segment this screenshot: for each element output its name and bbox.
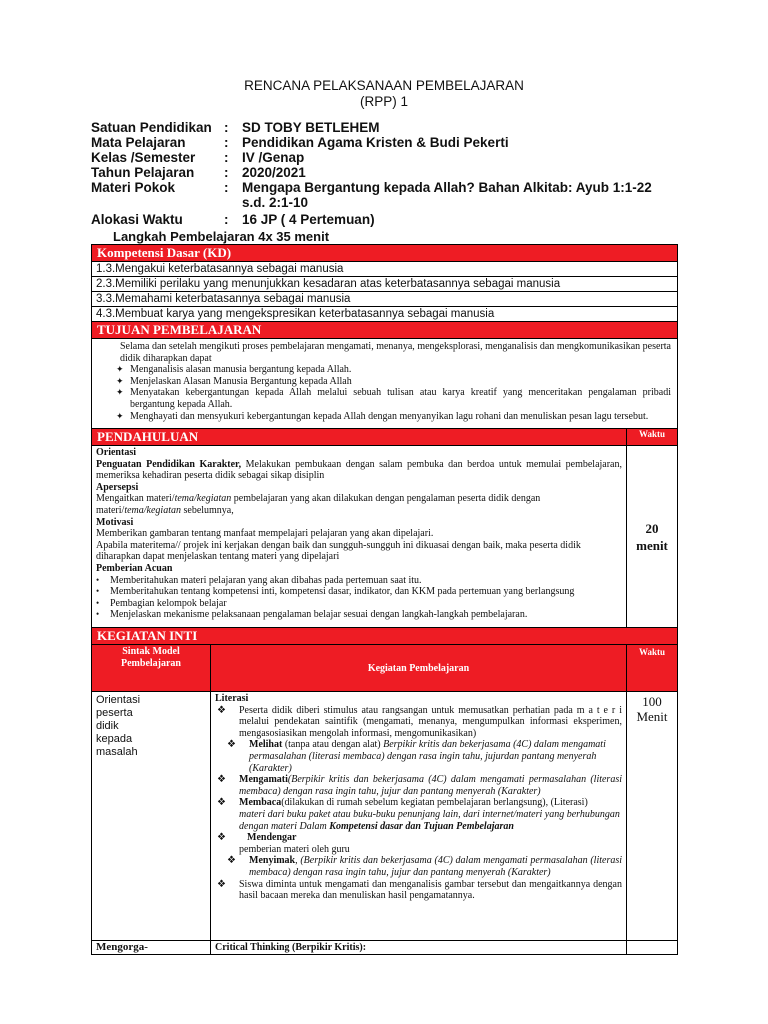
- activity-text: Peserta didik diberi stimulus atau rangsangan untuk memusatkan perhatian pada m a t e r i melalui pendekatan saintifik (mengamati, menanya, mengumpulkan informasi eksperimen, mengasosiasikan mengolah informasi, mengomunikasikan): [239, 704, 622, 739]
- apersepsi-heading: Apersepsi: [96, 481, 139, 493]
- meta-label: Tahun Pelajaran: [91, 165, 195, 180]
- inti-row-orientasi: [92, 692, 677, 941]
- star-bullet-icon: ✦: [116, 375, 124, 386]
- activity-text: ,: [295, 855, 301, 867]
- star-bullet-icon: ✦: [116, 410, 124, 421]
- tujuan-item: [116, 387, 671, 410]
- inti-time-cell: [627, 941, 677, 954]
- sintak-header: Sintak Model Pembelajaran: [92, 645, 211, 691]
- activity-bold: Membaca: [239, 797, 282, 809]
- activity-item: [215, 705, 622, 740]
- time-unit: menit: [636, 537, 668, 553]
- apersepsi-text: sebelumnya,: [180, 504, 234, 516]
- kd-item: 1.3.Mengakui keterbatasannya sebagai manusia: [92, 262, 677, 277]
- kd-header: Kompetensi Dasar (KD): [92, 245, 677, 262]
- meta-label: Materi Pokok: [91, 180, 176, 195]
- inti-column-headers: [92, 645, 677, 692]
- activity-item: [215, 797, 622, 809]
- time-value: 20: [645, 520, 659, 536]
- tujuan-item-text: Menyatakan kebergantungan kepada Allah melalui sebuah tulisan atau karya kreatif yang menceritakan pengalaman pribadi bergantung kepada Allah.: [130, 387, 671, 410]
- diamond-bullet-icon: ❖: [227, 739, 236, 751]
- acuan-item-text: Menjelaskan mekanisme pelaksanaan pengalaman belajar sesuai dengan langkah-langkah pembelajaran.: [110, 609, 528, 621]
- meta-value: 2020/2021: [242, 165, 306, 180]
- activity-italic: (Berpikir kritis dan bekerjasama (4C) dalam mengamati permasalahan (literasi membaca) dengan rasa ingin tahu, jujur dan pantang menyerah (Karakter): [249, 855, 623, 878]
- meta-colon: :: [224, 212, 229, 227]
- tujuan-item-text: Menghayati dan mensyukuri kebergantungan kepada Allah dengan menyanyikan lagu rohani dan menuliskan pesan lagu tersebut.: [130, 410, 649, 422]
- diamond-bullet-icon: ❖: [217, 797, 226, 809]
- penguatan-text: Melakukan pembukaan dengan salam pembuka dan berdoa untuk memulai pembelajaran, memeriksa kehadiran peserta didik sebagai sikap disiplin: [96, 458, 622, 482]
- apersepsi-italic: tema/kegiatan: [124, 504, 181, 516]
- literasi-heading: Literasi: [215, 693, 249, 704]
- inti-time-cell: [627, 692, 677, 940]
- meta-label: Satuan Pendidikan: [91, 120, 212, 135]
- meta-value-continued: s.d. 2:1-10: [242, 195, 309, 210]
- diamond-bullet-icon: ❖: [217, 774, 226, 786]
- meta-colon: :: [224, 150, 229, 165]
- activity-item: [215, 855, 622, 878]
- tujuan-item: [116, 411, 671, 423]
- pendahuluan-body: [92, 446, 677, 628]
- kegiatan-cell: Critical Thinking (Berpikir Kritis):: [211, 941, 627, 954]
- meta-label: Mata Pelajaran: [91, 135, 186, 150]
- pendahuluan-time: [627, 446, 677, 627]
- meta-colon: :: [224, 120, 229, 135]
- motivasi-text: Memberikan gambaran tentang manfaat mempelajari pelajaran yang akan dipelajari.: [96, 528, 434, 540]
- sintak-text: Orientasi peserta didik kepada masalah: [96, 694, 141, 758]
- tujuan-item: [116, 364, 671, 376]
- acuan-item: [96, 609, 622, 621]
- acuan-heading: Pemberian Acuan: [96, 562, 173, 574]
- penguatan-paragraph: [96, 459, 622, 482]
- kd-item: 2.3.Memiliki perilaku yang menunjukkan kesadaran atas keterbatasannya sebagai manusia: [92, 277, 677, 292]
- kegiatan-header: Kegiatan Pembelajaran: [211, 645, 627, 691]
- activity-item: [215, 739, 622, 774]
- acuan-item: [96, 575, 622, 587]
- diamond-bullet-icon: ❖: [217, 704, 226, 716]
- bullet-icon: •: [96, 609, 100, 620]
- diamond-bullet-icon: ❖: [217, 832, 226, 844]
- meta-label: Kelas /Semester: [91, 150, 196, 165]
- apersepsi-text: Mengaitkan materi/: [96, 493, 175, 505]
- sintak-cell: [92, 692, 211, 940]
- bullet-icon: •: [96, 574, 100, 585]
- pendahuluan-header: PENDAHULUAN: [92, 429, 627, 445]
- mendengar-detail: pemberian materi oleh guru: [239, 843, 350, 855]
- apersepsi-text: pembelajaran yang akan dilakukan dengan pengalaman peserta didik dengan materi/: [96, 493, 541, 516]
- inti-row-mengorganisasi: [92, 941, 677, 954]
- meta-colon: :: [224, 135, 229, 150]
- tujuan-item-text: Menjelaskan Alasan Manusia Bergantung kepada Allah: [130, 375, 352, 387]
- waktu-header: Waktu: [638, 429, 665, 439]
- kegiatan-cell: [211, 692, 627, 940]
- time-unit: Menit: [636, 709, 668, 724]
- kd-item: 3.3.Memahami keterbatasannya sebagai manusia: [92, 292, 677, 307]
- meta-value: Pendidikan Agama Kristen & Budi Pekerti: [242, 135, 509, 150]
- time-value: 100: [642, 694, 662, 709]
- pendahuluan-content: [92, 446, 627, 627]
- meta-colon: :: [224, 165, 229, 180]
- activity-italic: Berpikir kritis dan bekerjasama (4C) dalam mengamati permasalahan (literasi membaca) dengan rasa ingin tahu, jujurdan pantang menyerah (Karakter): [249, 739, 606, 774]
- activity-italic: (Berpikir kritis dan bekerjasama (4C) dalam mengamati permasalahan (literasi membaca) dengan rasa ingin tahu, jujur dan pantang menyerah (Karakter): [239, 774, 622, 797]
- penguatan-bold: Penguatan Pendidikan Karakter,: [96, 458, 242, 470]
- activity-text: Siswa diminta untuk mengamati dan menganalisis gambar tersebut dan mengaitkannya dengan hasil bacaan mereka dan menuliskan hasil pengamatannya.: [239, 878, 622, 902]
- document-title: RENCANA PELAKSANAAN PEMBELAJARAN: [244, 78, 524, 93]
- activity-bold-italic: Kompetensi dasar dan Tujuan Pembelajaran: [329, 820, 514, 832]
- document-subtitle: (RPP) 1: [359, 94, 408, 109]
- pendahuluan-header-row: [92, 429, 677, 446]
- meta-value: SD TOBY BETLEHEM: [242, 120, 380, 135]
- kd-item: 4.3.Membuat karya yang mengekspresikan keterbatasannya sebagai manusia: [92, 307, 677, 322]
- activity-text: (dilakukan di rumah sebelum kegiatan pembelajaran berlangsung), (Literasi): [281, 797, 588, 809]
- acuan-item: [96, 586, 622, 598]
- tujuan-item: [116, 376, 671, 388]
- tujuan-intro: Selama dan setelah mengikuti proses pembelajaran mengamati, menanya, mengeksplorasi, menganalisis dan mengkomunikasikan peserta didik diharapkan dapat: [120, 341, 671, 364]
- inti-header: KEGIATAN INTI: [92, 628, 677, 645]
- activity-bold: Mengamati: [239, 774, 288, 786]
- acuan-item-text: Memberitahukan tentang kompetensi inti, kompetensi dasar, indikator, dan KKM pada pertemuan yang berlangsung: [110, 586, 575, 598]
- sintak-cell: Mengorga-: [92, 941, 211, 954]
- meta-value: IV /Genap: [242, 150, 305, 165]
- diamond-bullet-icon: ❖: [217, 878, 226, 890]
- acuan-item-text: Memberitahukan materi pelajaran yang akan dibahas pada pertemuan saat itu.: [110, 574, 422, 586]
- waktu-header: Waktu: [638, 647, 665, 657]
- membaca-detail: [215, 809, 622, 832]
- activity-item: [215, 832, 622, 844]
- steps-heading: Langkah Pembelajaran 4x 35 menit: [113, 229, 330, 244]
- meta-label: Alokasi Waktu: [91, 212, 183, 227]
- lesson-table: [91, 244, 678, 955]
- tujuan-header: TUJUAN PEMBELAJARAN: [92, 322, 677, 339]
- bullet-icon: •: [96, 586, 100, 597]
- motivasi-text: Apabila materitema// projek ini kerjakan dengan baik dan sungguh-sungguh ini dikuasai dengan baik, maka peserta didik diharapkan dapat menjelaskan tentang materi yang dipelajari: [96, 539, 581, 563]
- diamond-bullet-icon: ❖: [227, 855, 236, 867]
- meta-value: Mengapa Bergantung kepada Allah? Bahan Alkitab: Ayub 1:1-22: [242, 180, 652, 195]
- activity-bold: Melihat: [249, 739, 283, 751]
- tujuan-item-text: Menganalisis alasan manusia bergantung kepada Allah.: [130, 364, 352, 376]
- tujuan-body: [92, 339, 677, 429]
- apersepsi-paragraph: [96, 493, 622, 516]
- acuan-item-text: Pembagian kelompok belajar: [110, 597, 227, 609]
- orientasi-heading: Orientasi: [96, 447, 136, 458]
- apersepsi-italic: tema/kegiatan: [174, 493, 232, 505]
- acuan-item: [96, 598, 622, 610]
- activity-bold: Mendengar: [247, 832, 297, 844]
- activity-item: [215, 879, 622, 902]
- meta-value: 16 JP ( 4 Pertemuan): [242, 212, 375, 227]
- activity-item: [215, 774, 622, 797]
- activity-bold: Menyimak: [249, 855, 296, 867]
- activity-italic: materi dari buku paket atau buku-buku penunjang lain, dari internet/materi yang berhubungan dengan materi Dalam: [239, 808, 620, 832]
- motivasi-heading: Motivasi: [96, 516, 134, 528]
- meta-colon: :: [224, 180, 229, 195]
- star-bullet-icon: ✦: [116, 387, 124, 398]
- activity-text: (tanpa atau dengan alat): [282, 739, 384, 751]
- star-bullet-icon: ✦: [116, 364, 124, 375]
- bullet-icon: •: [96, 597, 100, 608]
